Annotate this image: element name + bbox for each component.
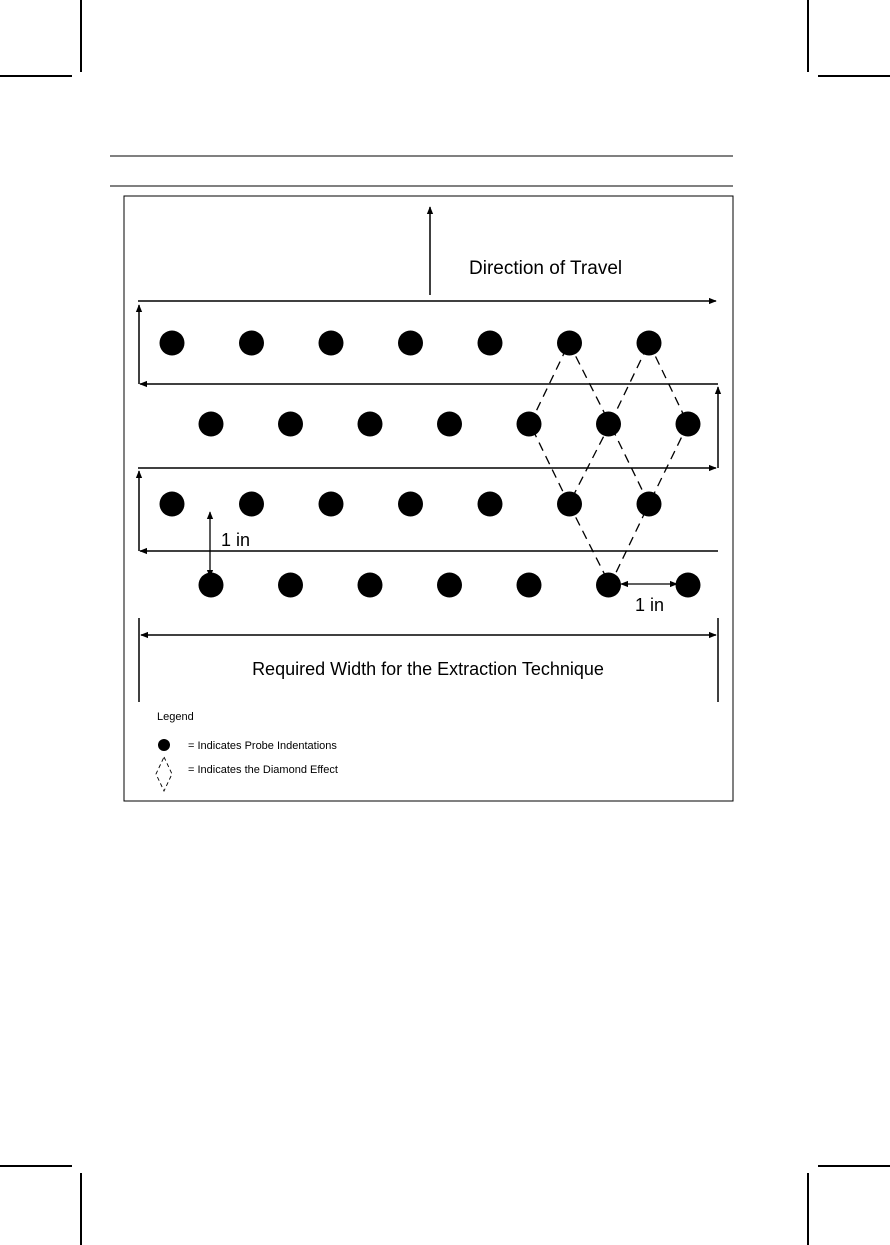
direction-label: Direction of Travel <box>469 258 623 279</box>
probe-indentation <box>160 331 185 356</box>
probe-indentation <box>676 573 701 598</box>
probe-indentation <box>437 412 462 437</box>
probe-indentation <box>557 492 582 517</box>
travel-path <box>138 301 718 551</box>
legend-probe-text: = Indicates Probe Indentations <box>188 740 337 752</box>
legend-diamond-text: = Indicates the Diamond Effect <box>188 764 338 776</box>
probe-indentation <box>596 573 621 598</box>
probe-indentation <box>676 412 701 437</box>
probe-indentation <box>437 573 462 598</box>
probe-indentation <box>199 573 224 598</box>
vertical-spacing-label: 1 in <box>221 530 251 550</box>
probe-indentation <box>358 412 383 437</box>
probe-indentation <box>557 331 582 356</box>
legend-diamond-symbol <box>156 757 172 791</box>
probe-indentation <box>319 331 344 356</box>
probe-indentation <box>278 573 303 598</box>
probe-indentation <box>278 412 303 437</box>
probe-indentation <box>160 492 185 517</box>
probe-indentation <box>199 412 224 437</box>
probe-indentation <box>517 412 542 437</box>
width-label: Required Width for the Extraction Technique <box>252 659 604 679</box>
horizontal-spacing-label: 1 in <box>635 595 665 615</box>
probe-indentation <box>239 492 264 517</box>
probe-indentation <box>239 331 264 356</box>
probe-indentation <box>478 331 503 356</box>
probe-indentation <box>596 412 621 437</box>
legend <box>156 711 338 791</box>
diamond-effect-lines <box>530 343 688 585</box>
probe-indentation <box>478 492 503 517</box>
probe-indentation <box>398 331 423 356</box>
probe-indentation <box>517 573 542 598</box>
probe-indentation <box>398 492 423 517</box>
legend-probe-symbol <box>158 739 170 751</box>
probe-indentations <box>160 331 701 598</box>
legend-title: Legend <box>157 711 194 723</box>
probe-indentation <box>637 331 662 356</box>
probe-indentation <box>319 492 344 517</box>
probe-indentation <box>358 573 383 598</box>
probe-indentation <box>637 492 662 517</box>
